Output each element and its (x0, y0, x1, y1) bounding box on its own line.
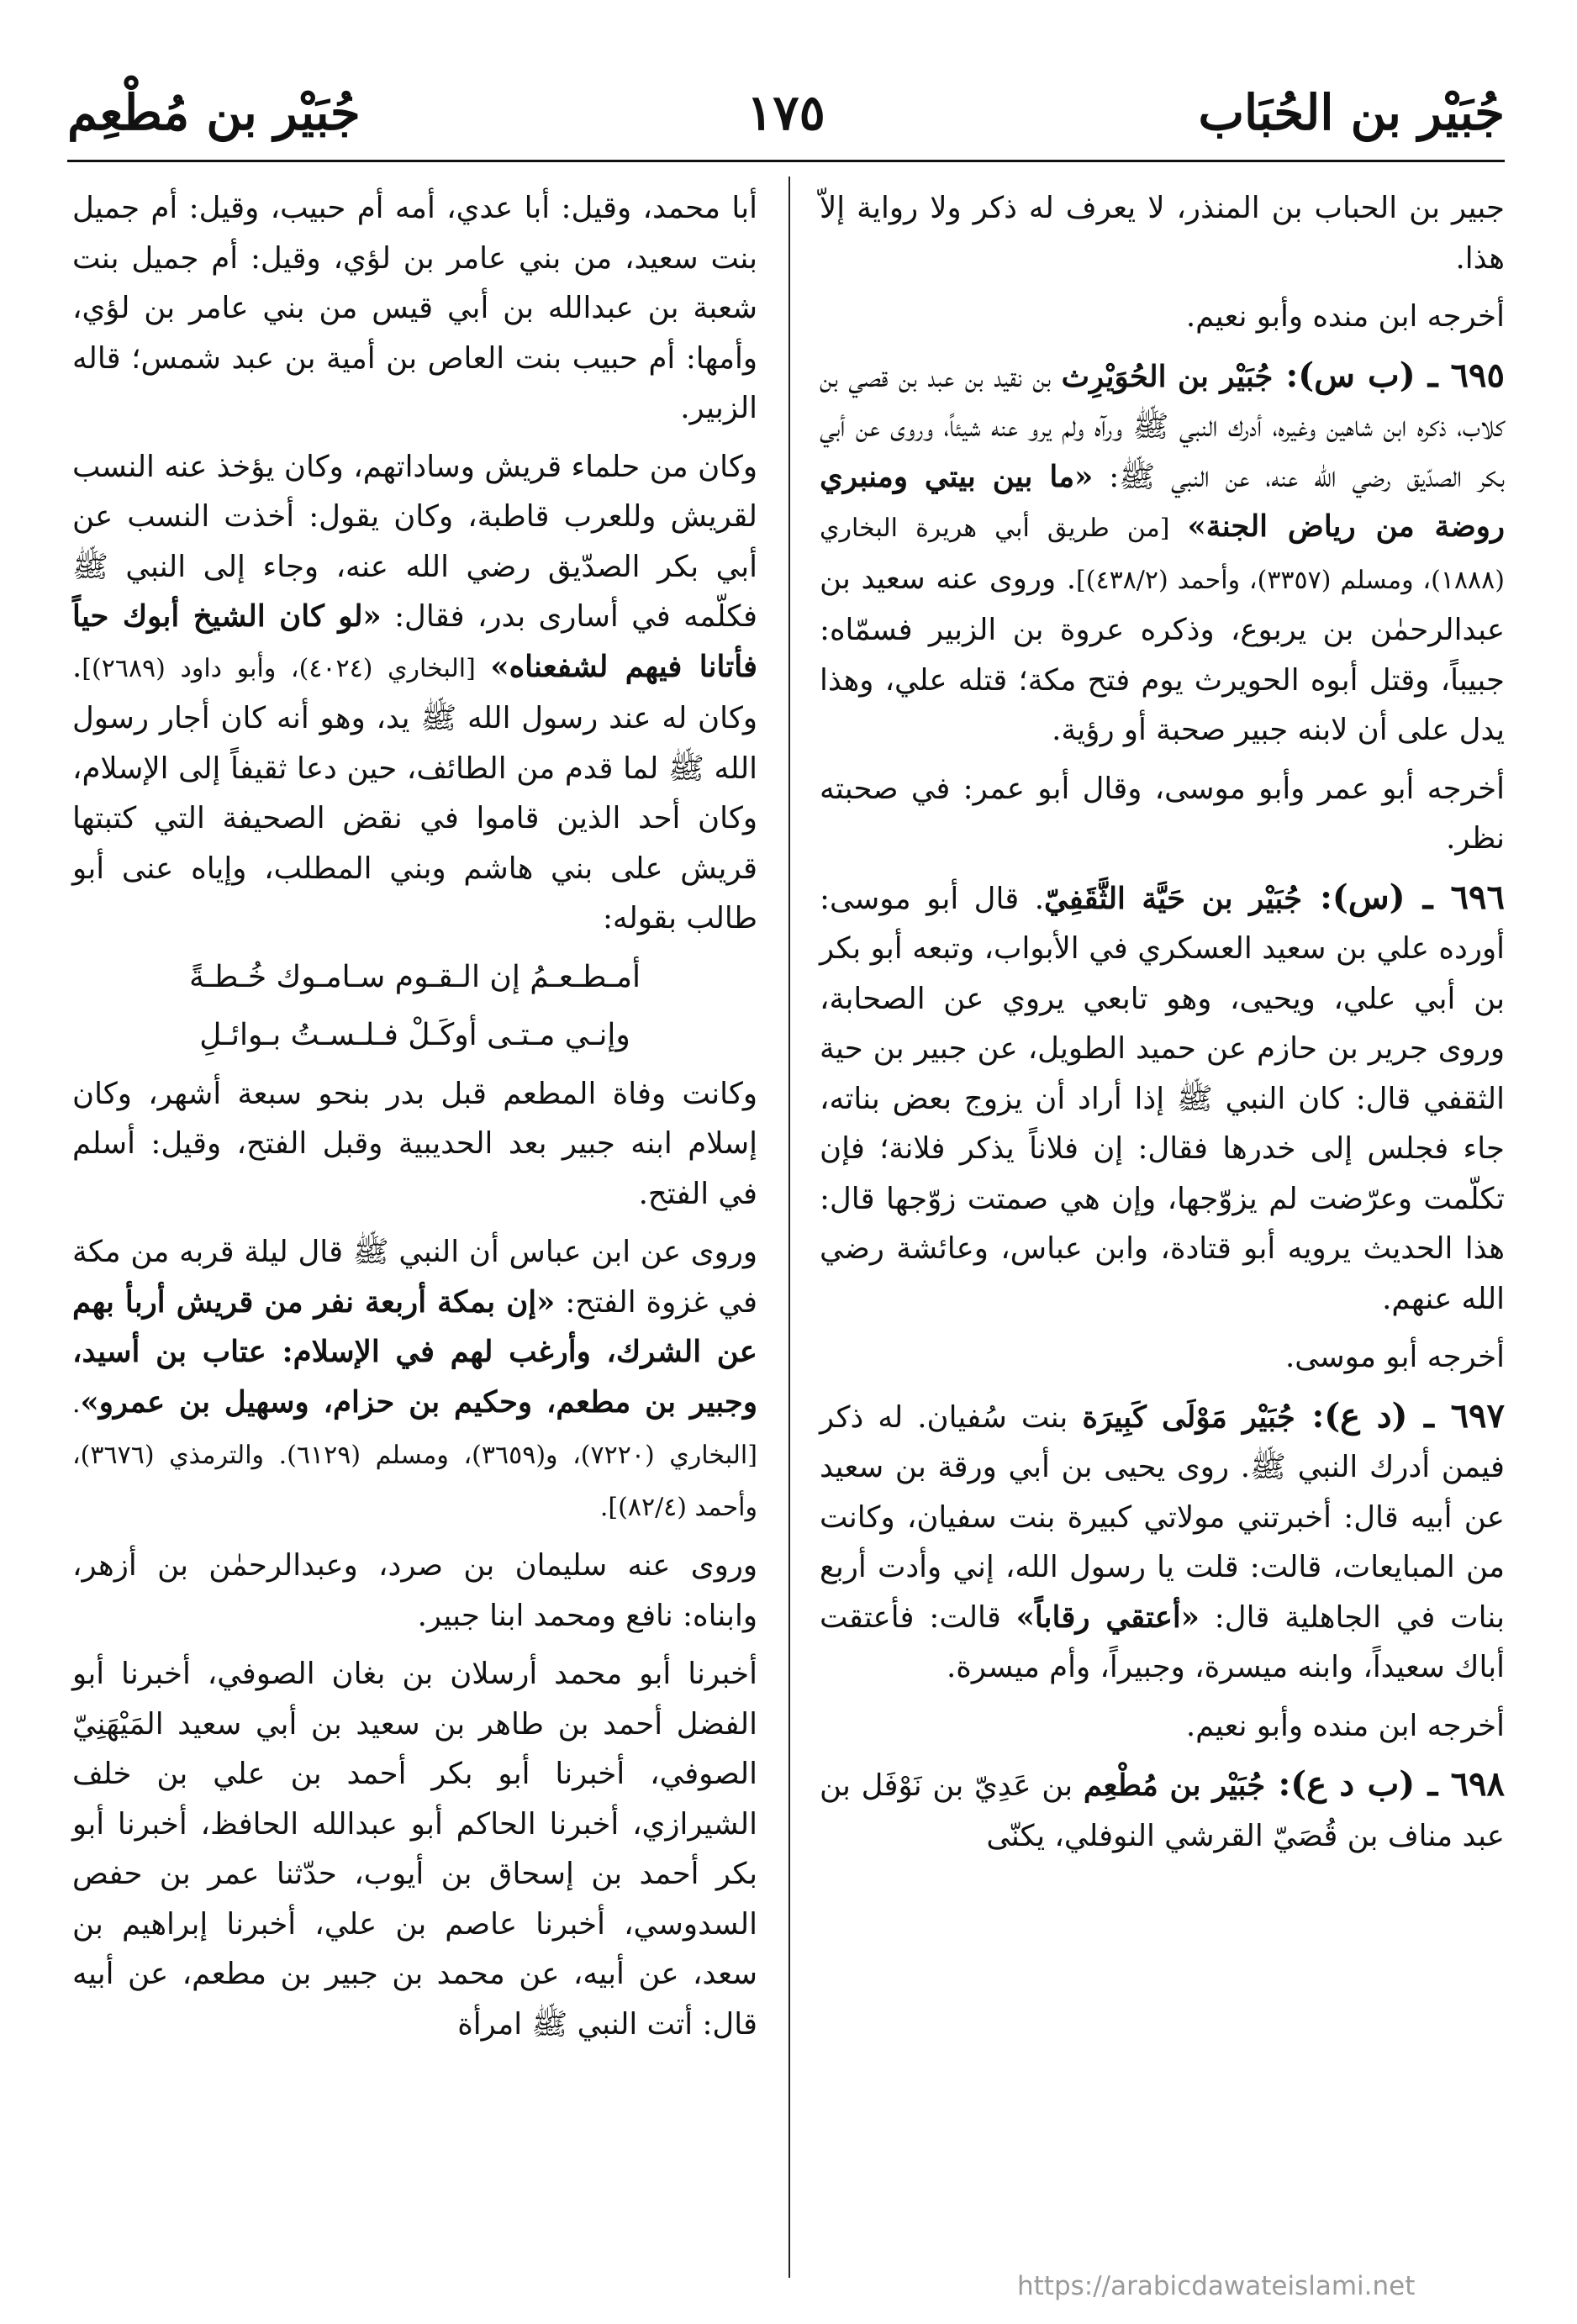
entry-text: . وروى عنه سعيد بن عبدالرحمٰن بن يربوع، وذكره عروة بن الزبير فسمّاه: جبيباً، وقتل أبوه الحويرث يوم فتح مكة؛ قتله علي، وهذا يدل على أن لابنه جبير صحبة أو رؤية. (820, 561, 1505, 747)
column-divider (788, 177, 790, 2278)
entry-text: بنت سُفيان. له ذكر فيمن أدرك النبي ﷺ. روى يحيى بن أبي ورقة بن سعيد عن أبيه قال: أخبرتني مولاتي كبيرة بنت سفيان، وكانت من المبايعات، قالت: قلت يا رسول الله، إني وأدت أربع بنات في الجاهلية قال: (820, 1399, 1505, 1635)
paragraph: أبا محمد، وقيل: أبا عدي، أمه أم حبيب، وقيل: أم جميل بنت سعيد، من بني عامر بن لؤي، وقيل: أم جميل بنت شعبة بن عبدالله بن أبي قيس من بني عامر بن لؤي، وأمها: أم حبيب بنت العاص بن أمية بن عبد شمس؛ قاله الزبير. (72, 191, 757, 425)
left-column (72, 183, 757, 2058)
entry-697 (820, 1391, 1505, 1693)
entry-text: بن عَدِيّ بن نَوْفَل بن عبد مناف بن قُصَيّ القرشي النوفلي، يكنّى (820, 1768, 1505, 1853)
source-note: أخرجه ابن منده وأبو نعيم. (1185, 299, 1505, 334)
entry-text: بن نقيد بن عبد بن قصي بن كلاب، ذكره ابن شاهين وغيره، أدرك النبي ﷺ ورآه ولم يرو عنه شيئاً، وروى عن أبي بكر الصدّيق رضي الله عنه، عن النبي ﷺ: (820, 359, 1505, 494)
entry-text: . قال أبو موسى: أورده علي بن سعيد العسكري في الأبواب، وتبعه أبو بكر بن أبي علي، ويحيى، وهو تابعي يروي عن الصحابة، وروى جرير بن حازم عن حميد الطويل، عن جبير بن حية الثقفي قال: كان النبي ﷺ إذا أراد أن يزوج بعض بناته، جاء فجلس إلى خدرها فقال: إن فلاناً يذكر فلانة؛ فإن تكلّمت وعرّضت لم يزوّجها، وإن هي صمتت زوّجها قال: هذا الحديث يرويه أبو قتادة، وابن عباس، وعائشة رضي الله عنهم. (820, 881, 1505, 1316)
entry-text: قالت: فأعتقت أباك سعيداً، وابنه ميسرة، وجبيراً، وأم ميسرة. (820, 1599, 1505, 1684)
entry-code: ـ (ب س): (1273, 355, 1451, 395)
hadith-reference: . [البخاري (٧٢٢٠)، و(٣٦٥٩)، ومسلم (٦١٢٩). والترمذي (٣٦٧٦)، وأحمد (٨٢/٤)]. (72, 1389, 757, 1522)
entry-code: ـ (ب د ع): (1265, 1764, 1451, 1804)
paragraph: جبير بن الحباب بن المنذر، لا يعرف له ذكر ولا رواية إلاّ هذا. (820, 191, 1505, 276)
entry-number: ٦٩٥ (1450, 355, 1505, 395)
running-title-left: جُبَيْر بن مُطْعِم (67, 84, 361, 141)
page-number: ١٧٥ (746, 84, 825, 141)
source-note: أخرجه أبو موسى. (1285, 1340, 1505, 1374)
entry-name: جُبَيْر بن الحُوَيْرِث (1061, 359, 1274, 394)
entry-name: جُبَيْر مَوْلَى كَبِيرَة (1082, 1399, 1295, 1435)
header-rule (67, 160, 1505, 162)
entry-number: ٦٩٧ (1450, 1395, 1506, 1436)
page-header (67, 84, 1505, 160)
paragraph-text: وروى عن ابن عباس أن النبي ﷺ قال ليلة قربه من مكة في غزوة الفتح: (72, 1235, 757, 1320)
hadith-quote: «لو كان الشيخ أبوك حياً فأتانا فيهم لشفعناه» (72, 599, 757, 684)
running-title-right: جُبَيْر بن الحُبَاب (1198, 84, 1505, 141)
poem-line-2: وإنـي مـتـى أوكَـلْ فـلـسـتُ بـوائـلِ (199, 1018, 630, 1052)
entry-code: ـ (د ع): (1295, 1395, 1451, 1436)
hadith-reference: [من طريق أبي هريرة البخاري (١٨٨٨)، ومسلم (٣٣٥٧)، وأحمد (٤٣٨/٢)] (820, 514, 1505, 595)
paragraph-text: . وكان له عند رسول الله ﷺ يد، وهو أنه كان أجار رسول الله ﷺ لما قدم من الطائف، حين دعا ثقيفاً إلى الإسلام، وكان أحد الذين قاموا في نقض الصحيفة التي كتبتها قريش على بني هاشم وبني المطلب، وإياه عنى أبو طالب بقوله: (72, 649, 757, 935)
entry-name: جُبَيْر بن مُطْعِم (1083, 1768, 1266, 1803)
entry-number: ٦٩٨ (1450, 1764, 1506, 1804)
watermark-url: https://arabicdawateislami.net (1017, 2271, 1416, 2301)
paragraph (72, 1227, 757, 1532)
paragraph: وكانت وفاة المطعم قبل بدر بنحو سبعة أشهر، وكان إسلام ابنه جبير بعد الحديبية وقبل الفتح، وقيل: أسلم في الفتح. (72, 1076, 757, 1211)
source-note: أخرجه أبو عمر وأبو موسى، وقال أبو عمر: في صحبته نظر. (820, 771, 1505, 856)
hadith-quote: «أعتقي رقاباً» (1015, 1599, 1200, 1635)
entry-696 (820, 872, 1505, 1325)
hadith-reference: [البخاري (٤٠٢٤)، وأبو داود (٢٦٨٩)] (82, 653, 491, 683)
poem-line-1: أمـطـعـمُ إن الـقـوم سـامـوك خُـطـةً (188, 959, 641, 994)
hadith-quote: «ما بين بيتي ومنبري روضة من رياض الجنة» (820, 459, 1505, 544)
entry-code: ـ (س): (1302, 877, 1451, 917)
hadith-quote: «إن بمكة أربعة نفر من قريش أربأ بهم عن الشرك، وأرغب لهم في الإسلام: عتاب بن أسيد، وجبير بن مطعم، وحكيم بن حزام، وسهيل بن عمرو» (72, 1284, 757, 1420)
entry-number: ٦٩٦ (1450, 877, 1505, 917)
entry-695 (820, 350, 1505, 756)
paragraph: وروى عنه سليمان بن صرد، وعبدالرحمٰن بن أزهر، وابناه: نافع ومحمد ابنا جبير. (72, 1548, 757, 1633)
paragraph-text: وكان من حلماء قريش وساداتهم، وكان يؤخذ عنه النسب لقريش وللعرب قاطبة، وكان يقول: أخذت النسب عن أبي بكر الصدّيق رضي الله عنه، وجاء إلى النبي ﷺ فكلّمه في أسارى بدر، فقال: (72, 449, 757, 634)
right-column (820, 183, 1505, 1869)
entry-name: جُبَيْر بن حَيَّة الثَّقَفِيّ (1044, 881, 1303, 916)
source-note: أخرجه ابن منده وأبو نعيم. (1185, 1708, 1505, 1743)
isnad-paragraph: أخبرنا أبو محمد أرسلان بن بغان الصوفي، أخبرنا أبو الفضل أحمد بن طاهر بن سعيد بن أبي سعيد المَيْهَنِيّ الصوفي، أخبرنا أبو بكر أحمد بن علي بن خلف الشيرازي، أخبرنا الحاكم أبو عبدالله الحافظ، أخبرنا أبو بكر أحمد بن إسحاق بن أيوب، حدّثنا عمر بن حفص السدوسي، أخبرنا عاصم بن علي، أخبرنا إبراهيم بن سعد، عن أبيه، عن محمد بن جبير بن مطعم، عن أبيه قال: أتت النبي ﷺ امرأة (72, 1657, 757, 2042)
paragraph (72, 442, 757, 944)
entry-698 (820, 1759, 1505, 1861)
